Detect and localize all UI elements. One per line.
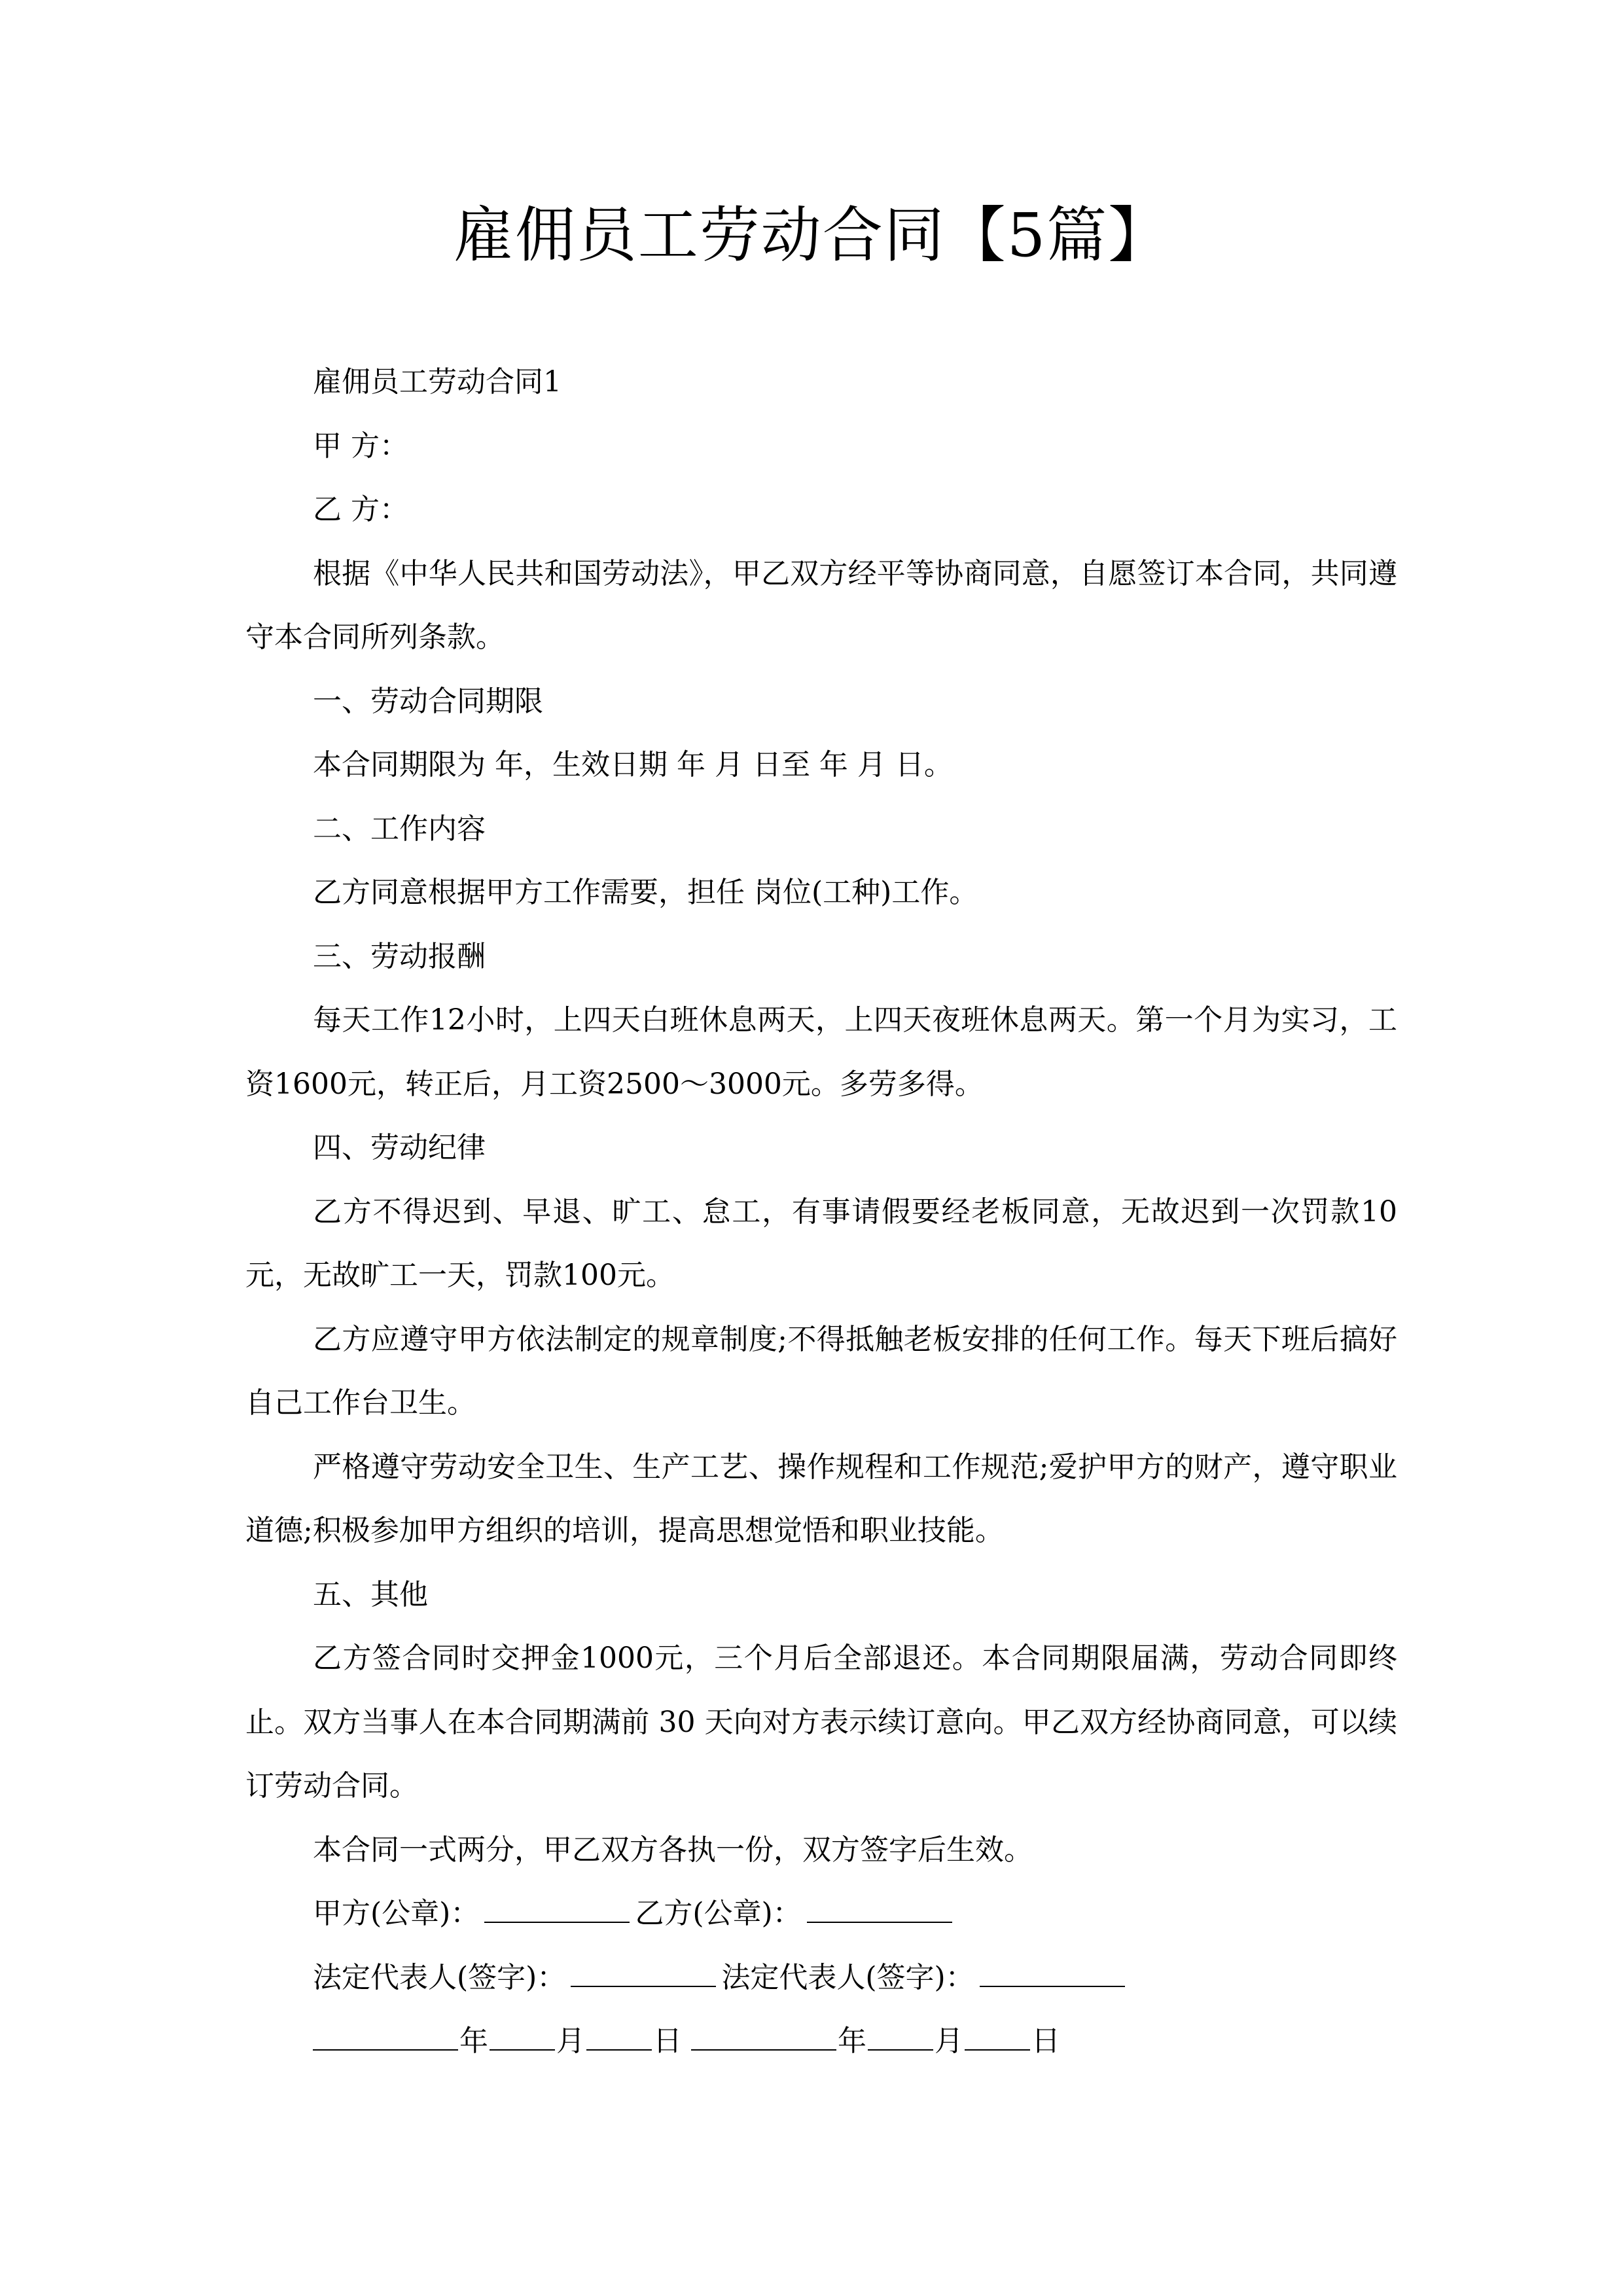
party-b-line: 乙 方：: [313, 493, 408, 526]
section-paragraph: 乙方签合同时交押金1000元，三个月后全部退还。本合同期限届满，劳动合同即终止。双方当事人在本合同期满前 30 天向对方表示续订意向。甲乙双方经协商同意，可以续订劳动合同。: [245, 1641, 1397, 1803]
section-paragraph: 乙方不得迟到、早退、旷工、怠工，有事请假要经老板同意，无故迟到一次罚款10元，无故旷工一天，罚款100元。: [245, 1194, 1397, 1292]
day-label: 日: [1031, 2024, 1060, 2058]
section-paragraph: 本合同一式两分，甲乙双方各执一份，双方签字后生效。: [313, 1833, 1033, 1867]
section-heading-term: 一、劳动合同期限: [313, 684, 543, 718]
rep-b-label: 法定代表人(签字)：: [721, 1960, 974, 1994]
rep-a-signature-blank[interactable]: [571, 1985, 716, 1987]
party-a-month-blank[interactable]: [490, 2049, 555, 2051]
section-heading-discipline: 四、劳动纪律: [313, 1131, 486, 1164]
document-title: 雇佣员工劳动合同【5篇】: [453, 200, 1170, 270]
date-row: [245, 2009, 1397, 2073]
month-label: 月: [935, 2024, 963, 2058]
contract-subtitle: 雇佣员工劳动合同1: [313, 365, 562, 399]
rep-a-label: 法定代表人(签字)：: [313, 1960, 566, 1994]
representative-signature-row: [245, 1946, 1397, 2010]
section-paragraph: 乙方同意根据甲方工作需要，担任 岗位(工种)工作。: [313, 876, 978, 909]
section-paragraph: 乙方应遵守甲方依法制定的规章制度;不得抵触老板安排的任何工作。每天下班后搞好自己工作台卫生。: [245, 1322, 1397, 1420]
preamble-paragraph: 根据《中华人民共和国劳动法》，甲乙双方经平等协商同意，自愿签订本合同，共同遵守本合同所列条款。: [245, 556, 1397, 654]
section-heading-remuneration: 三、劳动报酬: [313, 939, 486, 973]
section-paragraph: 严格遵守劳动安全卫生、生产工艺、操作规程和工作规范;爱护甲方的财产，遵守职业道德;积极参加甲方组织的培训，提高思想觉悟和职业技能。: [245, 1450, 1397, 1547]
year-label: 年: [459, 2024, 488, 2058]
section-paragraph: 每天工作12小时，上四天白班休息两天，上四天夜班休息两天。第一个月为实习，工资1600元，转正后，月工资2500～3000元。多劳多得。: [245, 1003, 1397, 1101]
party-a-seal-blank[interactable]: [484, 1921, 630, 1923]
seal-signature-row: [245, 1882, 1397, 1946]
party-a-day-blank[interactable]: [586, 2049, 652, 2051]
party-b-seal-label: 乙方(公章)：: [635, 1897, 802, 1930]
party-b-year-blank[interactable]: [691, 2049, 836, 2051]
party-a-seal-label: 甲方(公章)：: [313, 1897, 480, 1930]
party-b-month-blank[interactable]: [868, 2049, 933, 2051]
document-body: [245, 350, 1397, 2073]
day-label: 日: [653, 2024, 682, 2058]
year-label: 年: [838, 2024, 866, 2058]
section-heading-work-content: 二、工作内容: [313, 812, 486, 846]
section-heading-other: 五、其他: [313, 1577, 428, 1611]
month-label: 月: [556, 2024, 585, 2058]
party-b-day-blank[interactable]: [965, 2049, 1030, 2051]
party-a-line: 甲 方：: [313, 429, 408, 463]
rep-b-signature-blank[interactable]: [980, 1985, 1125, 1987]
section-paragraph: 本合同期限为 年，生效日期 年 月 日至 年 月 日。: [313, 748, 953, 781]
party-b-seal-blank[interactable]: [807, 1921, 952, 1923]
party-a-year-blank[interactable]: [313, 2049, 458, 2051]
